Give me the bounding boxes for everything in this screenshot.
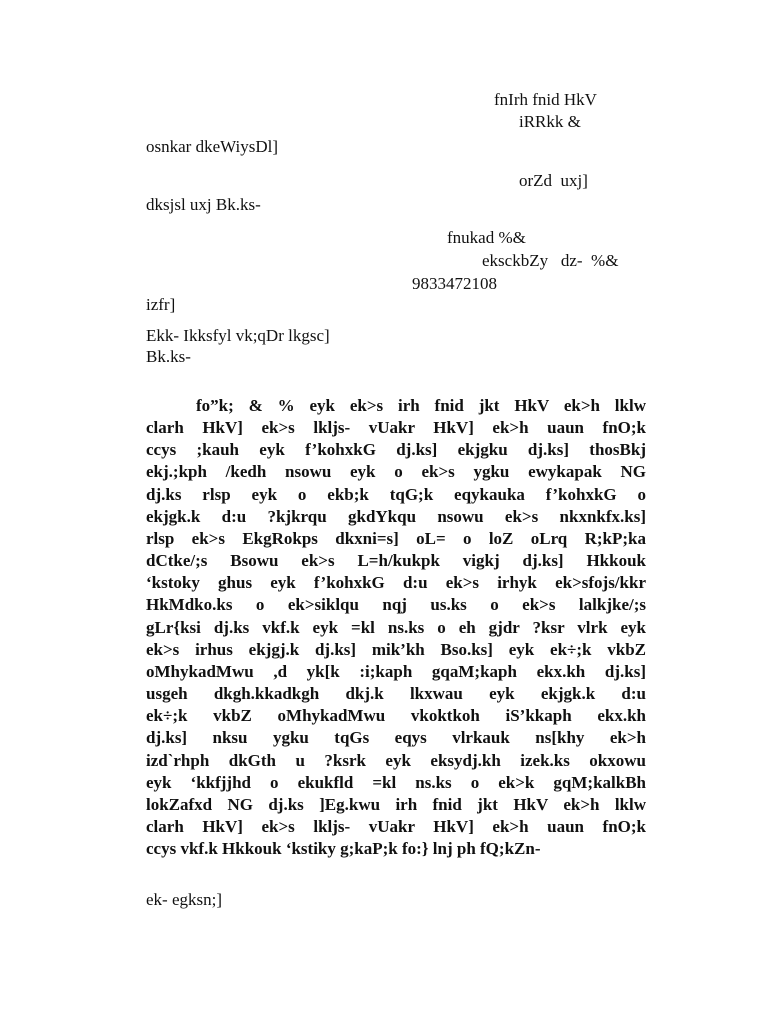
- body-line: ek÷;k vkbZ oMhykadMwu vkoktkoh iS’kkaph ekx.kh: [146, 706, 646, 725]
- body-line: usgeh dkgh.kkadkgh dkj.k lkxwau eyk ekjgk.k d:u: [146, 684, 646, 703]
- addressee-line-1: osnkar dkeWiysDl]: [146, 137, 278, 156]
- sender-relation: iRRkk &: [519, 112, 581, 131]
- body-line: HkMdko.ks o ek>siklqu nqj us.ks o ek>s lalkjke/;s: [146, 595, 646, 614]
- body-line: oMhykadMwu ,d yk[k :i;kaph gqaM;kaph ekx.kh dj.ks]: [146, 662, 646, 681]
- recipient-line-2: Bk.ks-: [146, 347, 191, 366]
- body-line: ekjgk.k d:u ?kjkrqu gkdYkqu nsowu ek>s nkxnkfx.ks]: [146, 507, 646, 526]
- body-line: ‘kstoky ghus eyk f’kohxkG d:u ek>s irhyk ek>sfojs/kkr: [146, 573, 646, 592]
- prati-label: izfr]: [146, 295, 176, 314]
- body-line: ekj.;kph /kedh nsowu eyk o ek>s ygku ewykapak NG: [146, 462, 646, 481]
- body-line: ccys ;kauh eyk f’kohxkG dj.ks] ekjgku dj.ks] thosBkj: [146, 440, 646, 459]
- mobile-line: eksckbZy dz- %&: [482, 251, 619, 270]
- closing-salutation: ek- egksn;]: [146, 890, 223, 909]
- body-line: clarh HkV] ek>s lkljs- vUakr HkV] ek>h uaun fnO;k: [146, 418, 646, 437]
- body-line: dj.ks] nksu ygku tqGs eqys vlrkauk ns[khy ek>h: [146, 728, 646, 747]
- body-line: rlsp ek>s EkgRokps dkxni=s] oL= o loZ oLrq R;kP;ka: [146, 529, 646, 548]
- body-line: clarh HkV] ek>s lkljs- vUakr HkV] ek>h uaun fnO;k: [146, 817, 646, 836]
- body-line: fo”k; & % eyk ek>s irh fnid jkt HkV ek>h lklw: [196, 396, 646, 415]
- body-line: gLr{ksi dj.ks vkf.k eyk =kl ns.ks o eh gjdr ?ksr vlrk eyk: [146, 618, 646, 637]
- recipient-line-1: Ekk- Ikksfyl vk;qDr lkgsc]: [146, 326, 330, 345]
- body-line: dj.ks rlsp eyk o ekb;k tqG;k eqykauka f’kohxkG o: [146, 485, 646, 504]
- body-line: dCtke/;s Bsowu ek>s L=h/kukpk vigkj dj.ks] Hkkouk: [146, 551, 646, 570]
- location-line: orZd uxj]: [519, 171, 588, 190]
- body-line: ek>s irhus ekjgj.k dj.ks] mik’kh Bso.ks] eyk ek÷;k vkbZ: [146, 640, 646, 659]
- body-line: eyk ‘kkfjjhd o ekukfld =kl ns.ks o ek>k gqM;kalkBh: [146, 773, 646, 792]
- body-line: izd`rhph dkGth u ?ksrk eyk eksydj.kh izek.ks okxowu: [146, 751, 646, 770]
- sender-name: fnIrh fnid HkV: [494, 90, 597, 109]
- body-line: lokZafxd NG dj.ks ]Eg.kwu irh fnid jkt HkV ek>h lklw: [146, 795, 646, 814]
- body-line: ccys vkf.k Hkkouk ‘kstiky g;kaP;k fo:} lnj ph fQ;kZn-: [146, 839, 541, 858]
- addressee-line-2: dksjsl uxj Bk.ks-: [146, 195, 261, 214]
- phone-number: 9833472108: [412, 274, 497, 293]
- date-line: fnukad %&: [447, 228, 526, 247]
